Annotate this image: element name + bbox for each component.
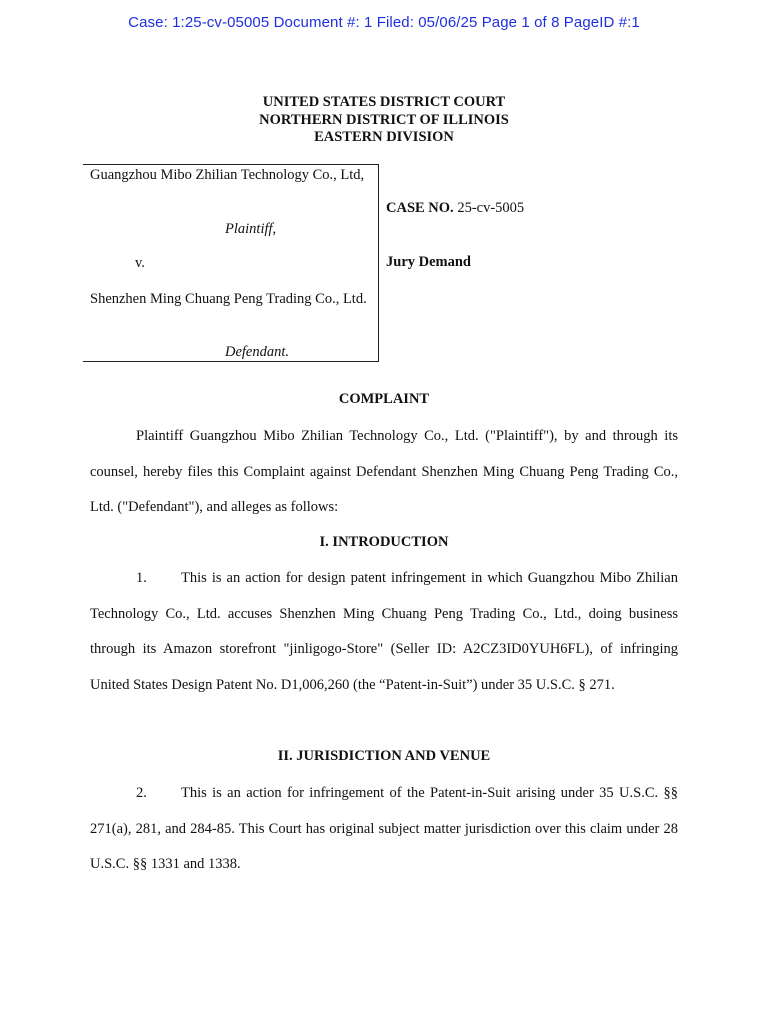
defendant-name: Shenzhen Ming Chuang Peng Trading Co., Ltd. [90, 291, 367, 307]
document-title: COMPLAINT [338, 391, 430, 407]
versus-label: v. [135, 255, 145, 271]
paragraph-number: 1. [136, 570, 147, 586]
plaintiff-name: Guangzhou Mibo Zhilian Technology Co., Ltd, [90, 167, 365, 183]
case-number-label: CASE NO. [386, 200, 454, 216]
ecf-header-stamp: Case: 1:25-cv-05005 Document #: 1 Filed: 05/06/25 Page 1 of 8 PageID #:1 [128, 14, 640, 31]
section-heading-introduction: I. INTRODUCTION [319, 534, 449, 550]
court-division: EASTERN DIVISION [314, 129, 454, 145]
case-number-value: 25-cv-5005 [457, 200, 525, 216]
paragraph-number: 2. [136, 785, 147, 801]
case-caption-box [83, 164, 379, 362]
case-number [386, 200, 524, 217]
court-heading [0, 94, 768, 147]
section-heading-jurisdiction: II. JURISDICTION AND VENUE [277, 748, 491, 764]
court-name: UNITED STATES DISTRICT COURT [262, 94, 506, 110]
numbered-paragraph [90, 776, 678, 883]
jury-demand: Jury Demand [386, 254, 471, 270]
defendant-role: Defendant. [225, 344, 290, 360]
court-district: NORTHERN DISTRICT OF ILLINOIS [259, 111, 509, 128]
paragraph-text: This is an action for infringement of the Patent-in-Suit arising under 35 U.S.C. §§ 271(a), 281, and 284-85. This Court has original subject matter jurisdiction over this claim under 28 U.S.C. §§ 1331 and 1338. [90, 785, 678, 873]
paragraph-text: This is an action for design patent infringement in which Guangzhou Mibo Zhilian Technology Co., Ltd. accuses Shenzhen Ming Chuang Peng Trading Co., Ltd., doing business through its Amazon storefront "jinligogo-Store" (Seller ID: A2CZ3ID0YUH6FL), of infringing United States Design Patent No. D1,006,260 (the “Patent-in-Suit”) under 35 U.S.C. § 271. [90, 570, 678, 694]
numbered-paragraph [90, 561, 678, 704]
intro-paragraph: Plaintiff Guangzhou Mibo Zhilian Technology Co., Ltd. ("Plaintiff"), by and through its counsel, hereby files this Complaint against Defendant Shenzhen Ming Chuang Peng Trading Co., Ltd. ("Defendant"), and alleges as follows: [90, 428, 678, 516]
plaintiff-role: Plaintiff, [225, 221, 277, 237]
